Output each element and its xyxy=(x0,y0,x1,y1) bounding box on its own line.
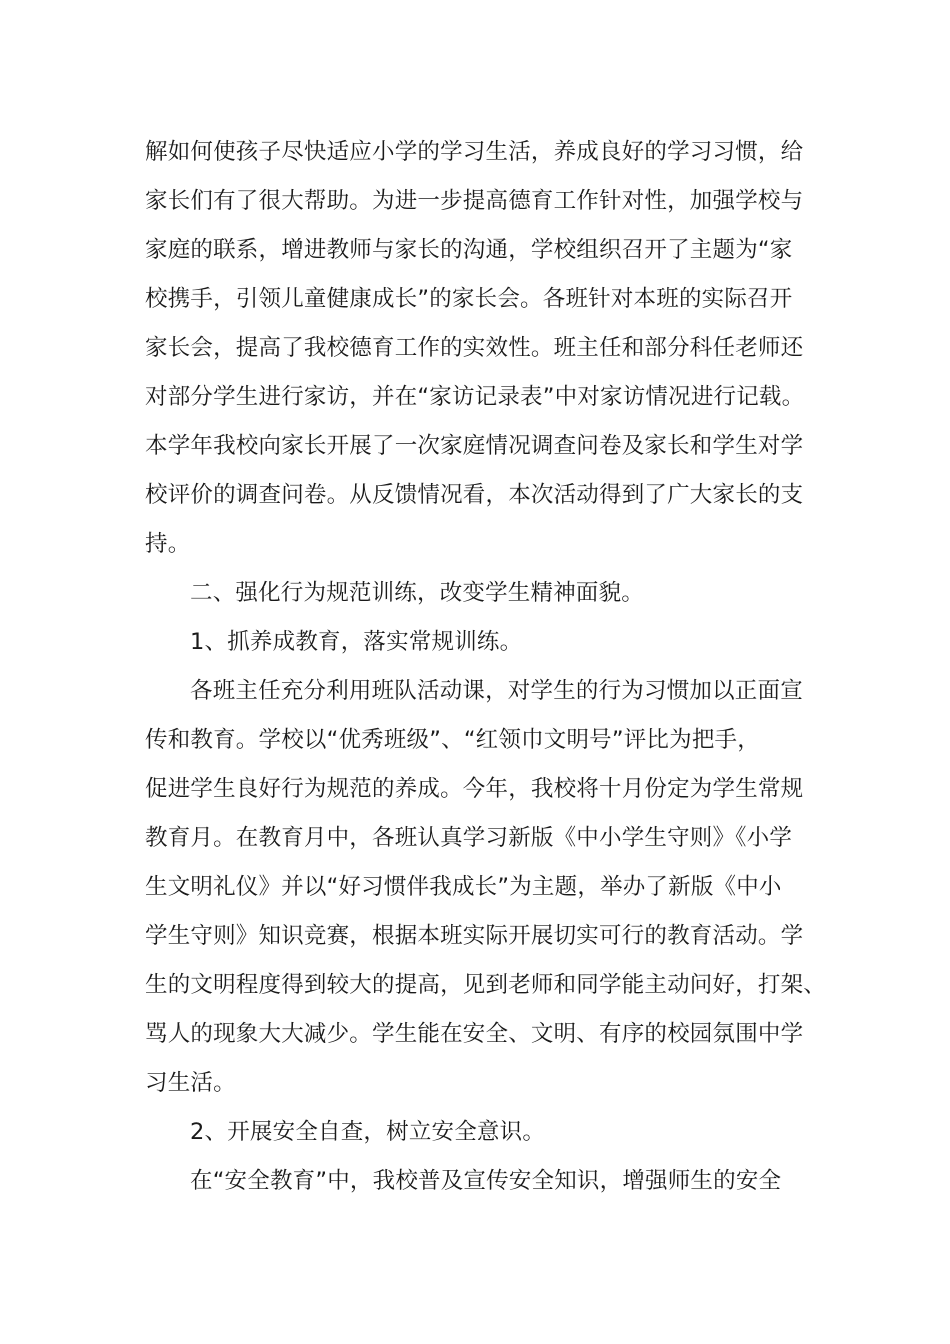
text-line: 促进学生良好行为规范的养成。今年，我校将十月份定为学生常规 xyxy=(145,776,804,802)
text-line: 生的文明程度得到较大的提高，见到老师和同学能主动问好，打架、 xyxy=(145,972,827,998)
text-line: 习生活。 xyxy=(145,1070,236,1096)
text-line: 家长们有了很大帮助。为进一步提高德育工作针对性，加强学校与 xyxy=(145,188,804,214)
text-line: 本学年我校向家长开展了一次家庭情况调查问卷及家长和学生对学 xyxy=(145,433,804,459)
subsection-heading: 2、开展安全自查，树立安全意识。 xyxy=(190,1119,546,1145)
text-line: 解如何使孩子尽快适应小学的学习生活，养成良好的学习习惯，给 xyxy=(145,139,804,165)
section-heading: 二、强化行为规范训练，改变学生精神面貌。 xyxy=(190,580,645,606)
text-line: 学生守则》知识竞赛，根据本班实际开展切实可行的教育活动。学 xyxy=(145,923,804,949)
paragraph-start-line: 在“安全教育”中，我校普及宣传安全知识，增强师生的安全 xyxy=(190,1168,782,1194)
subsection-heading: 1、抓养成教育，落实常规训练。 xyxy=(190,629,523,655)
text-line: 生文明礼仪》并以“好习惯伴我成长”为主题，举办了新版《中小 xyxy=(145,874,782,900)
document-body xyxy=(145,128,827,1206)
text-line: 家长会，提高了我校德育工作的实效性。班主任和部分科任老师还 xyxy=(145,335,804,361)
text-line: 骂人的现象大大减少。学生能在安全、文明、有序的校园氛围中学 xyxy=(145,1021,804,1047)
text-line: 教育月。在教育月中，各班认真学习新版《中小学生守则》《小学 xyxy=(145,825,793,851)
paragraph-start-line: 各班主任充分利用班队活动课，对学生的行为习惯加以正面宣 xyxy=(190,678,803,704)
text-line: 家庭的联系，增进教师与家长的沟通，学校组织召开了主题为“家 xyxy=(145,237,793,263)
text-line: 持。 xyxy=(145,531,191,557)
text-line: 传和教育。学校以“优秀班级”、“红领巾文明号”评比为把手， xyxy=(145,727,760,753)
text-line: 校评价的调查问卷。从反馈情况看，本次活动得到了广大家长的支 xyxy=(145,482,804,508)
text-line: 校携手，引领儿童健康成长”的家长会。各班针对本班的实际召开 xyxy=(145,286,793,312)
text-line: 对部分学生进行家访，并在“家访记录表”中对家访情况进行记载。 xyxy=(145,384,805,410)
